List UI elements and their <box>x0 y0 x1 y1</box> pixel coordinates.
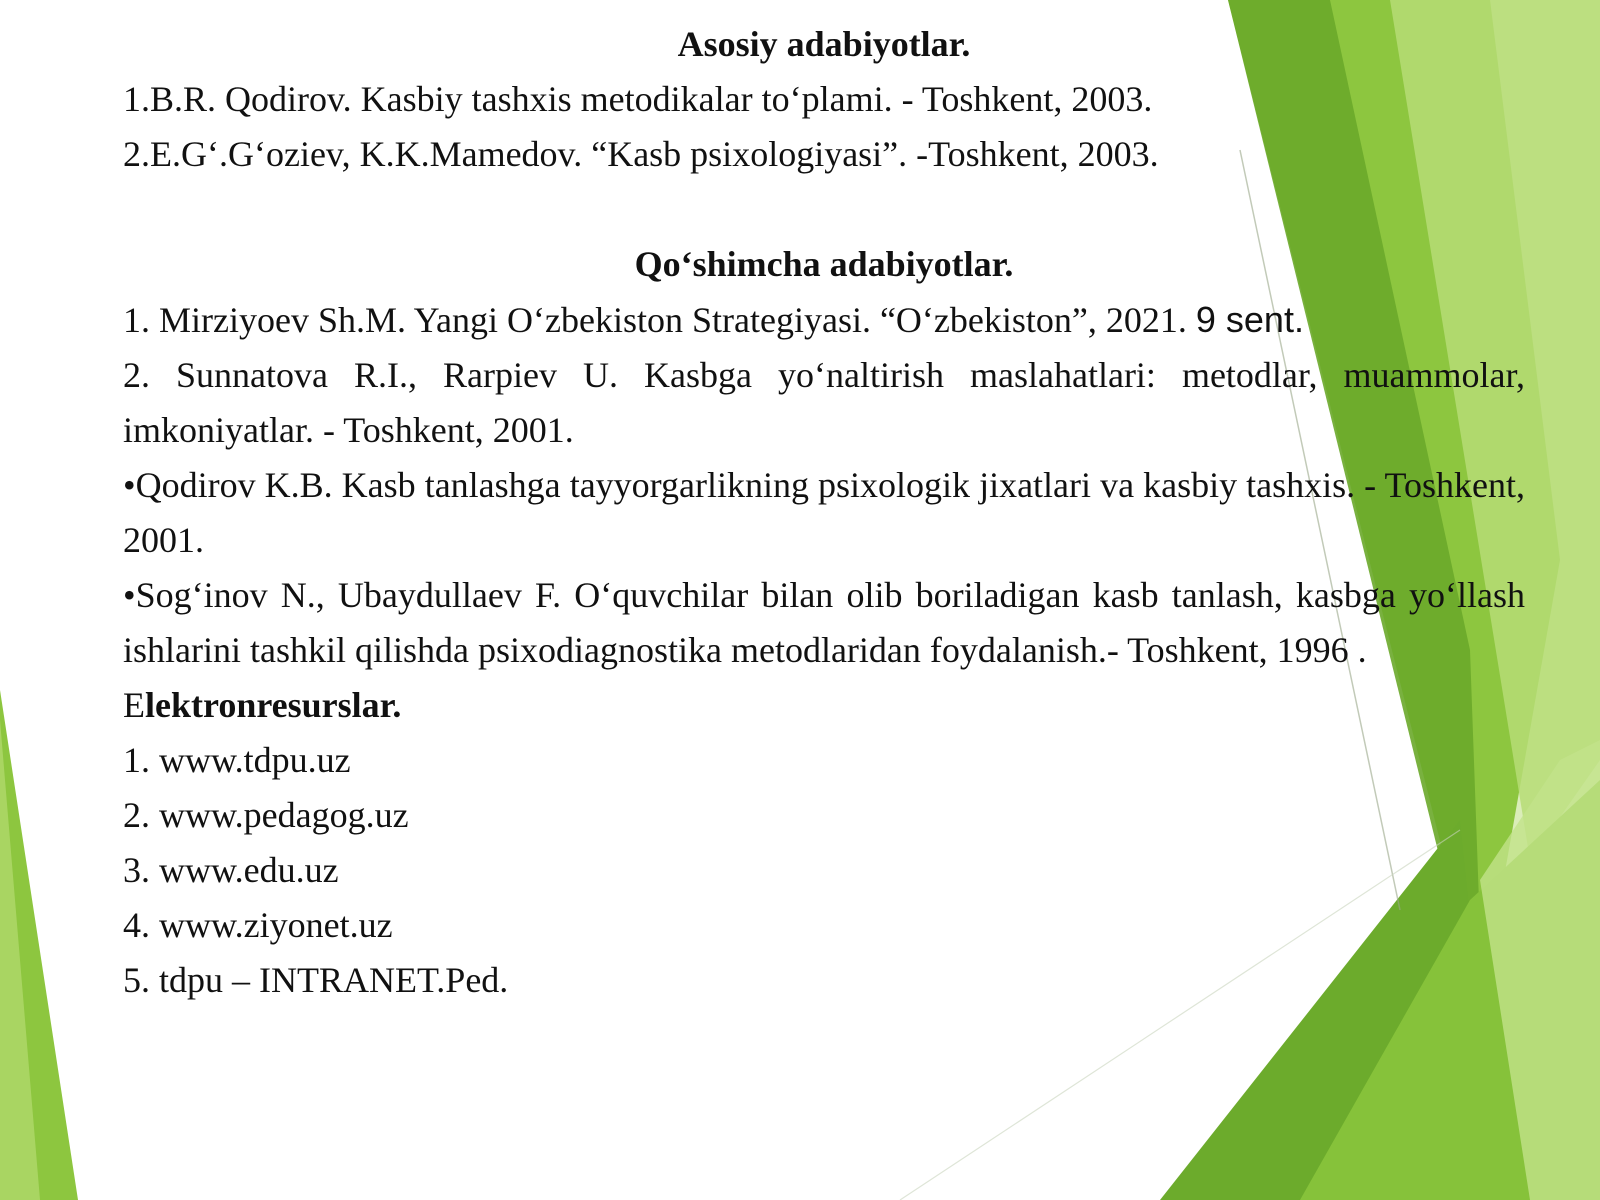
additional-ref-4: •Sog‘inov N., Ubaydullaev F. O‘quvchilar bilan olib boriladigan kasb tanlash, kasbga yo‘llash ishlarini tashkil qilishda psixodiagnostika metodlaridan foydalanish.- Toshkent, 1996 . <box>123 575 1525 670</box>
additional-ref-1-suffix: 9 sent. <box>1195 299 1304 340</box>
electronic-heading-rest: lektronresurslar. <box>145 685 402 725</box>
electronic-ref-2: 2. www.pedagog.uz <box>123 795 409 835</box>
spacer <box>123 182 1525 237</box>
references-slide <box>123 17 1525 1008</box>
main-ref-2: 2.E.G‘.G‘oziev, K.K.Mamedov. “Kasb psixologiyasi”. -Toshkent, 2003. <box>123 134 1159 174</box>
additional-ref-1 <box>123 292 1525 348</box>
electronic-resources-heading <box>123 678 1525 733</box>
additional-literature-heading: Qo‘shimcha adabiyotlar. <box>634 244 1014 284</box>
electronic-ref-3: 3. www.edu.uz <box>123 850 339 890</box>
main-ref-1: 1.B.R. Qodirov. Kasbiy tashxis metodikalar to‘plami. - Toshkent, 2003. <box>123 79 1153 119</box>
additional-ref-1-text: 1. Mirziyoev Sh.M. Yangi O‘zbekiston Strategiyasi. “O‘zbekiston”, 2021. <box>123 300 1196 340</box>
electronic-ref-1: 1. www.tdpu.uz <box>123 740 351 780</box>
electronic-ref-4: 4. www.ziyonet.uz <box>123 905 393 945</box>
additional-ref-2: 2. Sunnatova R.I., Rarpiev U. Kasbga yo‘naltirish maslahatlari: metodlar, muammolar, imkoniyatlar. - Toshkent, 2001. <box>123 355 1525 450</box>
electronic-ref-5: 5. tdpu – INTRANET.Ped. <box>123 960 509 1000</box>
additional-ref-3: •Qodirov K.B. Kasb tanlashga tayyorgarlikning psixologik jixatlari va kasbiy tashxis. - Toshkent, 2001. <box>123 465 1525 560</box>
electronic-heading-first-letter: E <box>123 685 145 725</box>
main-literature-heading: Asosiy adabiyotlar. <box>677 24 971 64</box>
